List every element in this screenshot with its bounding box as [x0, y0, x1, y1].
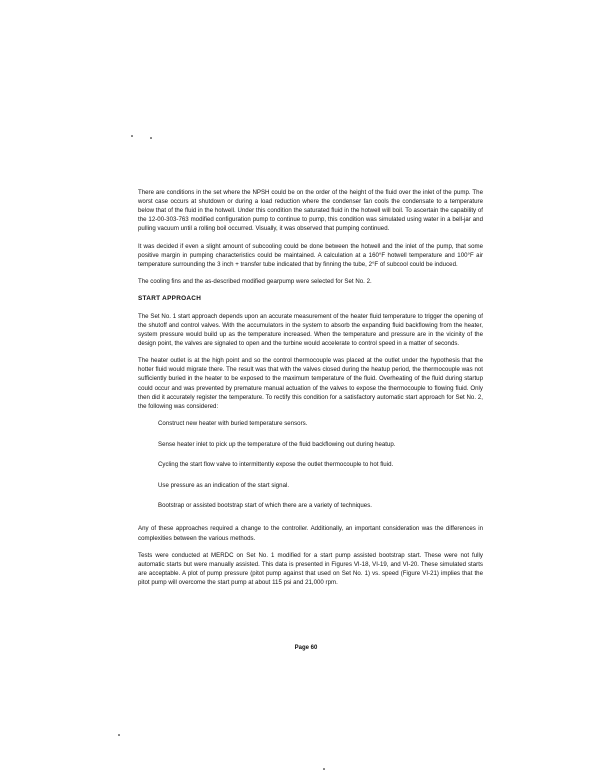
page-number: Page 60: [294, 645, 318, 651]
paragraph-heater-outlet: The heater outlet is at the high point and so the control thermocouple was placed at the outlet under the hypothesis that the hotter fluid would migrate there. The result was that with the valves closed during the heatup period, the thermocouple was not sufficiently buried in the heater to be exposed to the maximum temperature of the fluid. Overheating of the fluid during startup could occur and was prevented by premature manual actuation of the valves to expose the thermocouple to flowing fluid. Only then did it accurately register the temperature. To rectify this condition for a satisfactory automatic start approach for Set No. 2, the following was considered:: [138, 357, 483, 410]
list-item: Use pressure as an indication of the start signal.: [158, 481, 290, 489]
list-item: Sense heater inlet to pick up the temperature of the fluid backflowing out during heatup.: [158, 440, 396, 448]
scan-speck: [118, 734, 120, 736]
paragraph-tests: Tests were conducted at MERDC on Set No. 1 modified for a start pump assisted bootstrap start. These were not fully automatic starts but were manually assisted. This data is presented in Figures VI-18, VI-19, and VI-20. These simulated starts are acceptable. A plot of pump pressure (pitot pump against that used on Set No. 1) vs. speed (Figure VI-21) implies that the pitot pump will overcome the start pump at about 115 psi and 21,000 rpm.: [138, 551, 483, 587]
scan-speck: [131, 135, 133, 137]
scan-speck: [150, 137, 152, 139]
list-item: Cycling the start flow valve to intermittently expose the outlet thermocouple to hot fluid.: [158, 461, 394, 469]
section-heading: START APPROACH: [138, 295, 202, 303]
list-item: Bootstrap or assisted bootstrap start of which there are a variety of techniques.: [158, 502, 372, 510]
paragraph-start-approach: The Set No. 1 start approach depends upon an accurate measurement of the heater fluid temperature to trigger the opening of the shutoff and control valves. With the accumulators in the system to absorb the expanding fluid backflowing from the heater, system pressure would build up as the temperature increased. When the temperature and pressure are in the vicinity of the design point, the valves are signaled to open and the turbine would accelerate to control speed in a matter of seconds.: [138, 312, 483, 347]
list-item: Construct new heater with buried temperature sensors.: [158, 420, 308, 427]
paragraph-npsh: There are conditions in the set where the NPSH could be on the order of the height of the fluid over the inlet of the pump. The worst case occurs at shutdown or during a load reduction where the condenser fan cools the condensate to a temperature below that of the fluid in the hotwell. Under this condition the saturated fluid in the hotwell will boil. To ascertain the capability of the 12-00-303-763 modified configuration pump to continue to pump, this condition was simulated using water in a bell-jar and pulling vacuum until a rolling boil occurred. Visually, it was observed that pumping continued.: [138, 189, 483, 233]
paragraph-cooling-fins: The cooling fins and the as-described modified gearpump were selected for Set No. 2.: [138, 278, 372, 286]
paragraph-approaches: Any of these approaches required a change to the controller. Additionally, an important consideration was the differences in complexities between the various methods.: [138, 525, 483, 542]
document-body: [138, 188, 483, 595]
paragraph-subcooling: It was decided if even a slight amount of subcooling could be done between the hotwell and the inlet of the pump, that some positive margin in pumping characteristics could be maintained. A calculation at a 160°F hotwell temperature and 100°F air temperature surrounding the 3 inch + transfer tube indicated that by finning the tube, 2°F of subcool could be induced.: [138, 242, 483, 268]
scan-speck: [323, 768, 325, 770]
considered-options-list: [138, 419, 483, 510]
